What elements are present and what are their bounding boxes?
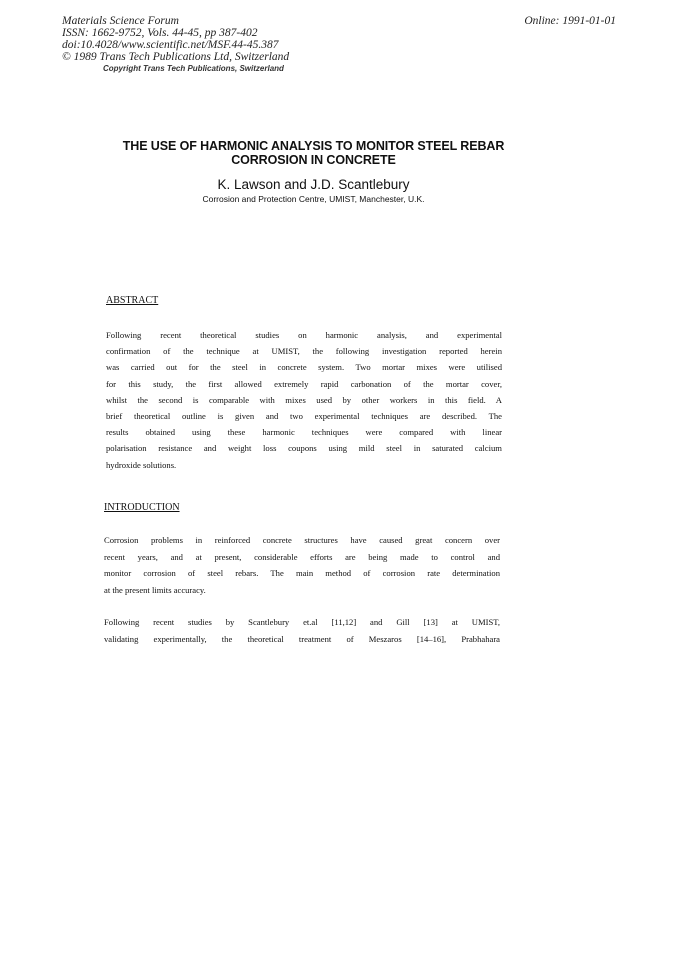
paper-title xyxy=(100,139,527,167)
text-line: hydroxide solutions. xyxy=(106,459,177,470)
issn-line: ISSN: 1662-9752, Vols. 44-45, pp 387-402 xyxy=(62,27,258,39)
introduction-paragraph-1 xyxy=(104,532,500,599)
text-line: at the present limits accuracy. xyxy=(104,585,206,596)
online-date: Online: 1991-01-01 xyxy=(524,15,616,27)
introduction-heading: INTRODUCTION xyxy=(104,502,180,513)
text-line: validating experimentally, the theoretical treatment of Meszaros [14–16], Prabhahara xyxy=(104,633,500,644)
copyright-stamp: Copyright Trans Tech Publications, Switzerland xyxy=(103,64,284,73)
doi-line[interactable]: doi:10.4028/www.scientific.net/MSF.44-45.387 xyxy=(62,39,279,51)
introduction-paragraph-2 xyxy=(104,614,500,647)
journal-name: Materials Science Forum xyxy=(62,15,179,27)
title-line: CORROSION IN CONCRETE xyxy=(231,153,396,167)
text-line: was carried out for the steel in concrete system. Two mortar mixes were utilised xyxy=(106,362,502,373)
abstract-text xyxy=(106,327,502,473)
authors: K. Lawson and J.D. Scantlebury xyxy=(217,177,410,192)
text-line: whilst the second is comparable with mixes used by other workers in this field. A xyxy=(106,394,502,405)
text-line: Following recent studies by Scantlebury et.al [11,12] and Gill [13] at UMIST, xyxy=(104,617,500,627)
text-line: confirmation of the technique at UMIST, the following investigation reported herein xyxy=(106,346,502,357)
citation-block xyxy=(62,15,289,63)
text-line: results obtained using these harmonic techniques were compared with linear xyxy=(106,427,502,438)
text-line: brief theoretical outline is given and two experimental techniques are described. The xyxy=(106,410,502,421)
text-line: Corrosion problems in reinforced concrete structures have caused great concern over xyxy=(104,535,500,545)
text-line: recent years, and at present, considerable efforts are being made to control and xyxy=(104,551,500,562)
text-line: for this study, the first allowed extremely rapid carbonation of the mortar cover, xyxy=(106,378,502,389)
title-line: THE USE OF HARMONIC ANALYSIS TO MONITOR STEEL REBAR xyxy=(122,139,505,153)
abstract-heading: ABSTRACT xyxy=(106,295,159,306)
affiliation: Corrosion and Protection Centre, UMIST, Manchester, U.K. xyxy=(202,194,425,204)
text-line: polarisation resistance and weight loss coupons using mild steel in saturated calcium xyxy=(106,443,502,454)
publisher-line: © 1989 Trans Tech Publications Ltd, Switzerland xyxy=(62,51,290,63)
text-line: monitor corrosion of steel rebars. The main method of corrosion rate determination xyxy=(104,568,500,579)
text-line: Following recent theoretical studies on harmonic analysis, and experimental xyxy=(106,330,502,340)
